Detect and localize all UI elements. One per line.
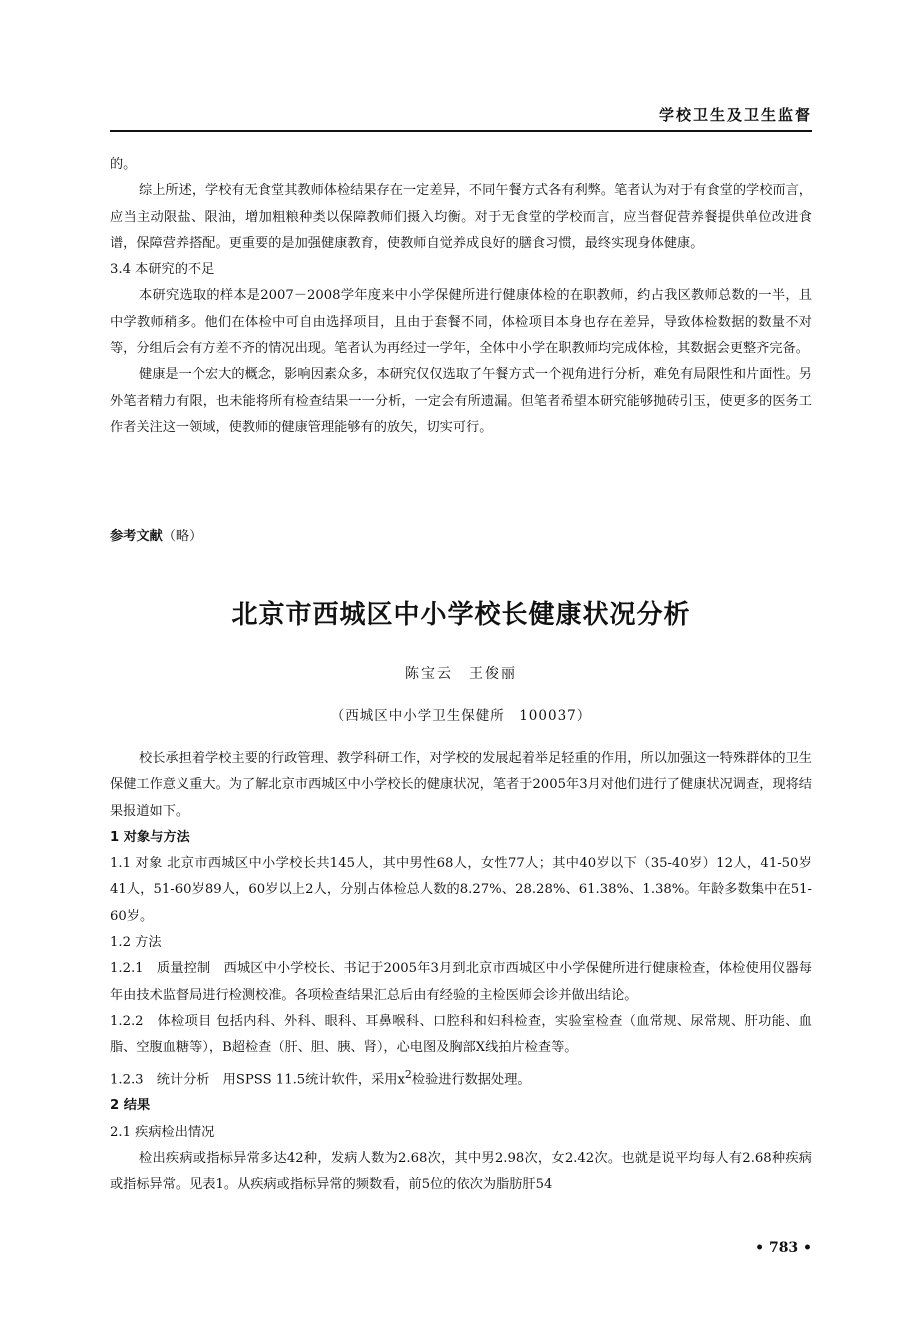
section-heading-3-4: 3.4 本研究的不足: [110, 262, 215, 278]
article-body: [110, 746, 812, 1198]
running-header: 学校卫生及卫生监督: [658, 106, 812, 124]
references-label: 参考文献: [110, 529, 163, 544]
subsection-1-1: 1.1 对象 北京市西城区中小学校长共145人，其中男性68人，女性77人；其中40岁以下（35-40岁）12人，41-50岁41人，51-60岁89人，60岁以上2人，分别占体检总人数的8.27%、28.28%、61.38%、1.38%。年龄多数集中在51-60岁。: [110, 856, 812, 924]
header-rule: [110, 130, 812, 132]
page-number: • 783 •: [755, 1240, 812, 1256]
paragraph-end: 的。: [110, 157, 137, 172]
limitation-paragraph-2: 健康是一个宏大的概念，影响因素众多，本研究仅仅选取了午餐方式一个视角进行分析，难免有局限性和片面性。另外笔者精力有限，也未能将所有检查结果一一分析，一定会有所遗漏。但笔者希望本研究能够抛砖引玉，使更多的医务工作者关注这一领域，使教师的健康管理能够有的放矢，切实可行。: [110, 367, 812, 435]
previous-article-ending: [110, 152, 812, 441]
article-authors: 陈宝云 王俊丽: [405, 666, 517, 682]
intro-paragraph: 校长承担着学校主要的行政管理、教学科研工作，对学校的发展起着举足轻重的作用，所以加强这一特殊群体的卫生保健工作意义重大。为了解北京市西城区中小学校长的健康状况，笔者于2005年3月对他们进行了健康状况调查，现将结果报道如下。: [110, 751, 812, 819]
subsection-1-2-1: 1.2.1 质量控制 西城区中小学校长、书记于2005年3月到北京市西城区中小学保健所进行健康检查，体检使用仪器每年由技术监督局进行检测校准。各项检查结果汇总后由有经验的主检医师会诊并做出结论。: [110, 961, 812, 1003]
chi-square-superscript: 2: [404, 1067, 412, 1081]
subsection-1-2-2: 1.2.2 体检项目 包括内科、外科、眼科、耳鼻喉科、口腔科和妇科检查，实验室检查（血常规、尿常规、肝功能、血脂、空腹血糖等），B超检查（肝、胆、胰、肾），心电图及胸部X线拍片检查等。: [110, 1013, 812, 1056]
results-paragraph: 检出疾病或指标异常多达42种，发病人数为2.68次，其中男2.98次，女2.42次。也就是说平均每人有2.68种疾病或指标异常。见表1。从疾病或指标异常的频数看，前5位的依次为脂肪肝54: [110, 1150, 812, 1193]
stats-text-before: 1.2.3 统计分析 用SPSS 11.5统计软件，采用x: [110, 1071, 405, 1087]
article-affiliation: （西城区中小学卫生保健所 100037）: [330, 708, 592, 724]
article-title: 北京市西城区中小学校长健康状况分析: [231, 600, 691, 630]
references-line: [110, 524, 812, 550]
subsection-2-1: 2.1 疾病检出情况: [110, 1124, 215, 1140]
section-heading-2: 2 结果: [110, 1098, 151, 1114]
summary-paragraph: 综上所述，学校有无食堂其教师体检结果存在一定差异，不同午餐方式各有利弊。笔者认为对于有食堂的学校而言，应当主动限盐、限油，增加粗粮种类以保障教师们摄入均衡。对于无食堂的学校而言，应当督促营养餐提供单位改进食谱，保障营养搭配。更重要的是加强健康教育，使教师自觉养成良好的膳食习惯，最终实现身体健康。: [110, 183, 812, 251]
subsection-1-2: 1.2 方法: [110, 935, 162, 951]
stats-text-after: 检验进行数据处理。: [411, 1071, 531, 1087]
subsection-1-2-3: [110, 1062, 812, 1094]
references-note: （略）: [162, 529, 203, 544]
section-heading-1: 1 对象与方法: [110, 829, 190, 845]
limitation-paragraph-1: 本研究选取的样本是2007－2008学年度来中小学保健所进行健康体检的在职教师，约占我区教师总数的一半，且中学教师稍多。他们在体检中可自由选择项目，且由于套餐不同，体检项目本身也存在差异，导致体检数据的数量不对等，分组后会有方差不齐的情况出现。笔者认为再经过一学年，全体中小学在职教师均完成体检，其数据会更整齐完备。: [110, 288, 812, 357]
